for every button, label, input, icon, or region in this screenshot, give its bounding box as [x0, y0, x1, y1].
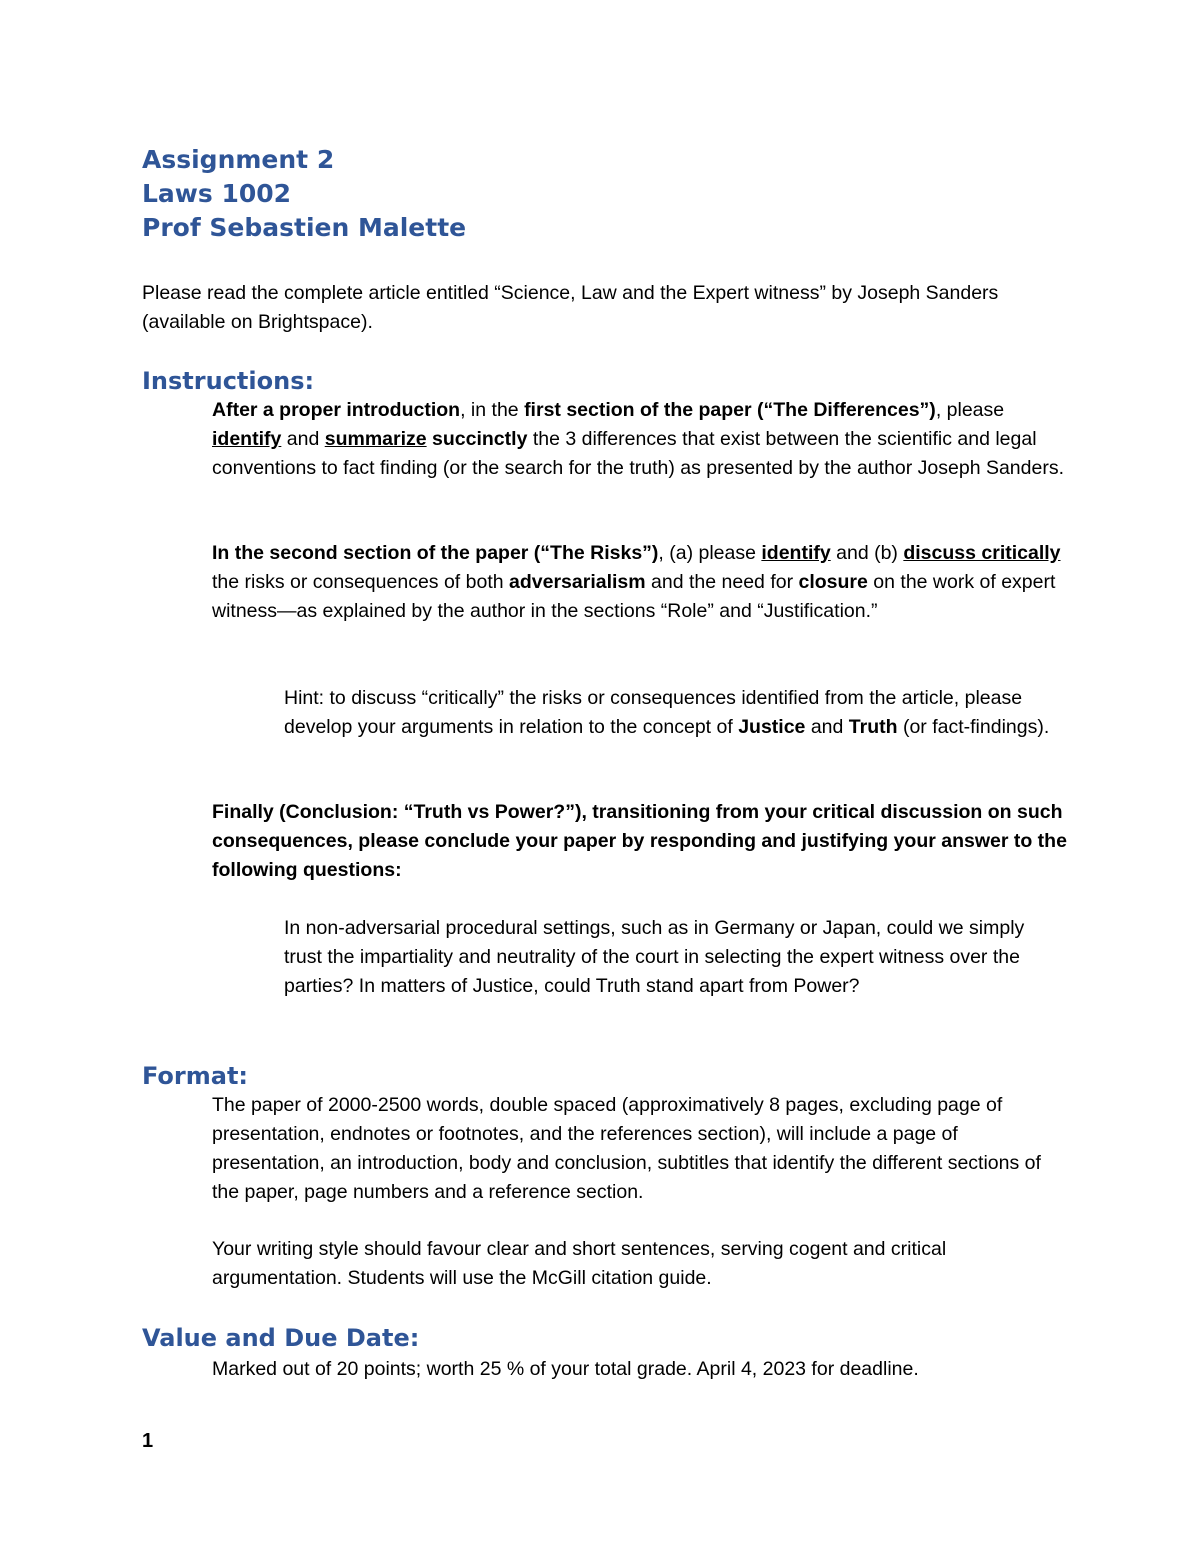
- emphasis-text: After a proper introduction: [212, 399, 461, 421]
- value-paragraph: Marked out of 20 points; worth 25 % of your total grade. April 4, 2023 for deadline.: [212, 1358, 919, 1380]
- format-paragraph-2: Your writing style should favour clear and short sentences, serving cogent and critical argumentation. Students will use the McGill citation guide.: [212, 1238, 947, 1289]
- hint-paragraph: [284, 684, 1064, 742]
- emphasis-text: first section of the paper (“The Differences”): [524, 399, 936, 421]
- body-text: (or fact-findings).: [897, 716, 1050, 738]
- professor-name: Prof Sebastien Malette: [142, 213, 467, 242]
- emphasis-text: Justice: [738, 716, 806, 738]
- instructions-heading: Instructions:: [142, 367, 315, 395]
- emphasis-text: In the second section of the paper (“The Risks”): [212, 542, 659, 564]
- emphasis-text: closure: [798, 571, 868, 593]
- emphasis-text: adversarialism: [509, 571, 646, 593]
- underlined-text: summarize: [324, 428, 427, 450]
- emphasis-text: succinctly: [432, 428, 528, 450]
- body-text: , (a) please: [658, 542, 762, 564]
- emphasis-text: Truth: [848, 716, 898, 738]
- body-text: Hint: to discuss “critically” the risks or consequences identified from the article, please develop your arguments in relation to the concept of: [284, 687, 1023, 738]
- body-text: , please: [935, 399, 1005, 421]
- body-text: and: [281, 428, 325, 450]
- body-text: , in the: [460, 399, 525, 421]
- underlined-text: identify: [212, 428, 282, 450]
- intro-paragraph: Please read the complete article entitled “Science, Law and the Expert witness” by Joseph Sanders (available on Brightspace).: [142, 282, 999, 333]
- body-text: the risks or consequences of both: [212, 571, 510, 593]
- page-number: 1: [142, 1430, 154, 1452]
- underlined-text: discuss critically: [903, 542, 1061, 564]
- course-code: Laws 1002: [142, 179, 292, 208]
- conclusion-paragraph: Finally (Conclusion: “Truth vs Power?”), transitioning from your critical discussion on such consequences, please conclude your paper by responding and justifying your answer to the following questions:: [212, 801, 1067, 881]
- assignment-title: Assignment 2: [142, 145, 335, 174]
- body-text: and the need for: [645, 571, 799, 593]
- format-paragraph-1: The paper of 2000-2500 words, double spaced (approximatively 8 pages, excluding page of presentation, endnotes or footnotes, and the references section), will include a page of presentation, an introduction, body and conclusion, subtitles that identify the different sections of the paper, page numbers and a reference section.: [212, 1094, 1041, 1203]
- body-text: and (b): [830, 542, 904, 564]
- format-heading: Format:: [142, 1062, 249, 1090]
- underlined-text: identify: [761, 542, 831, 564]
- body-text: the 3 differences that exist between the scientific and legal conventions to fact finding (or the search for the truth) as presented by the author Joseph Sanders.: [212, 428, 1065, 479]
- body-text: on the work of expert witness—as explained by the author in the sections “Role” and “Justification.”: [212, 571, 1056, 622]
- body-text: and: [805, 716, 849, 738]
- instructions-paragraph-2: [212, 539, 1072, 626]
- instructions-paragraph-1: [212, 396, 1072, 483]
- questions-paragraph: In non-adversarial procedural settings, such as in Germany or Japan, could we simply trust the impartiality and neutrality of the court in selecting the expert witness over the parties? In matters of Justice, could Truth stand apart from Power?: [284, 917, 1025, 997]
- value-heading: Value and Due Date:: [142, 1324, 420, 1352]
